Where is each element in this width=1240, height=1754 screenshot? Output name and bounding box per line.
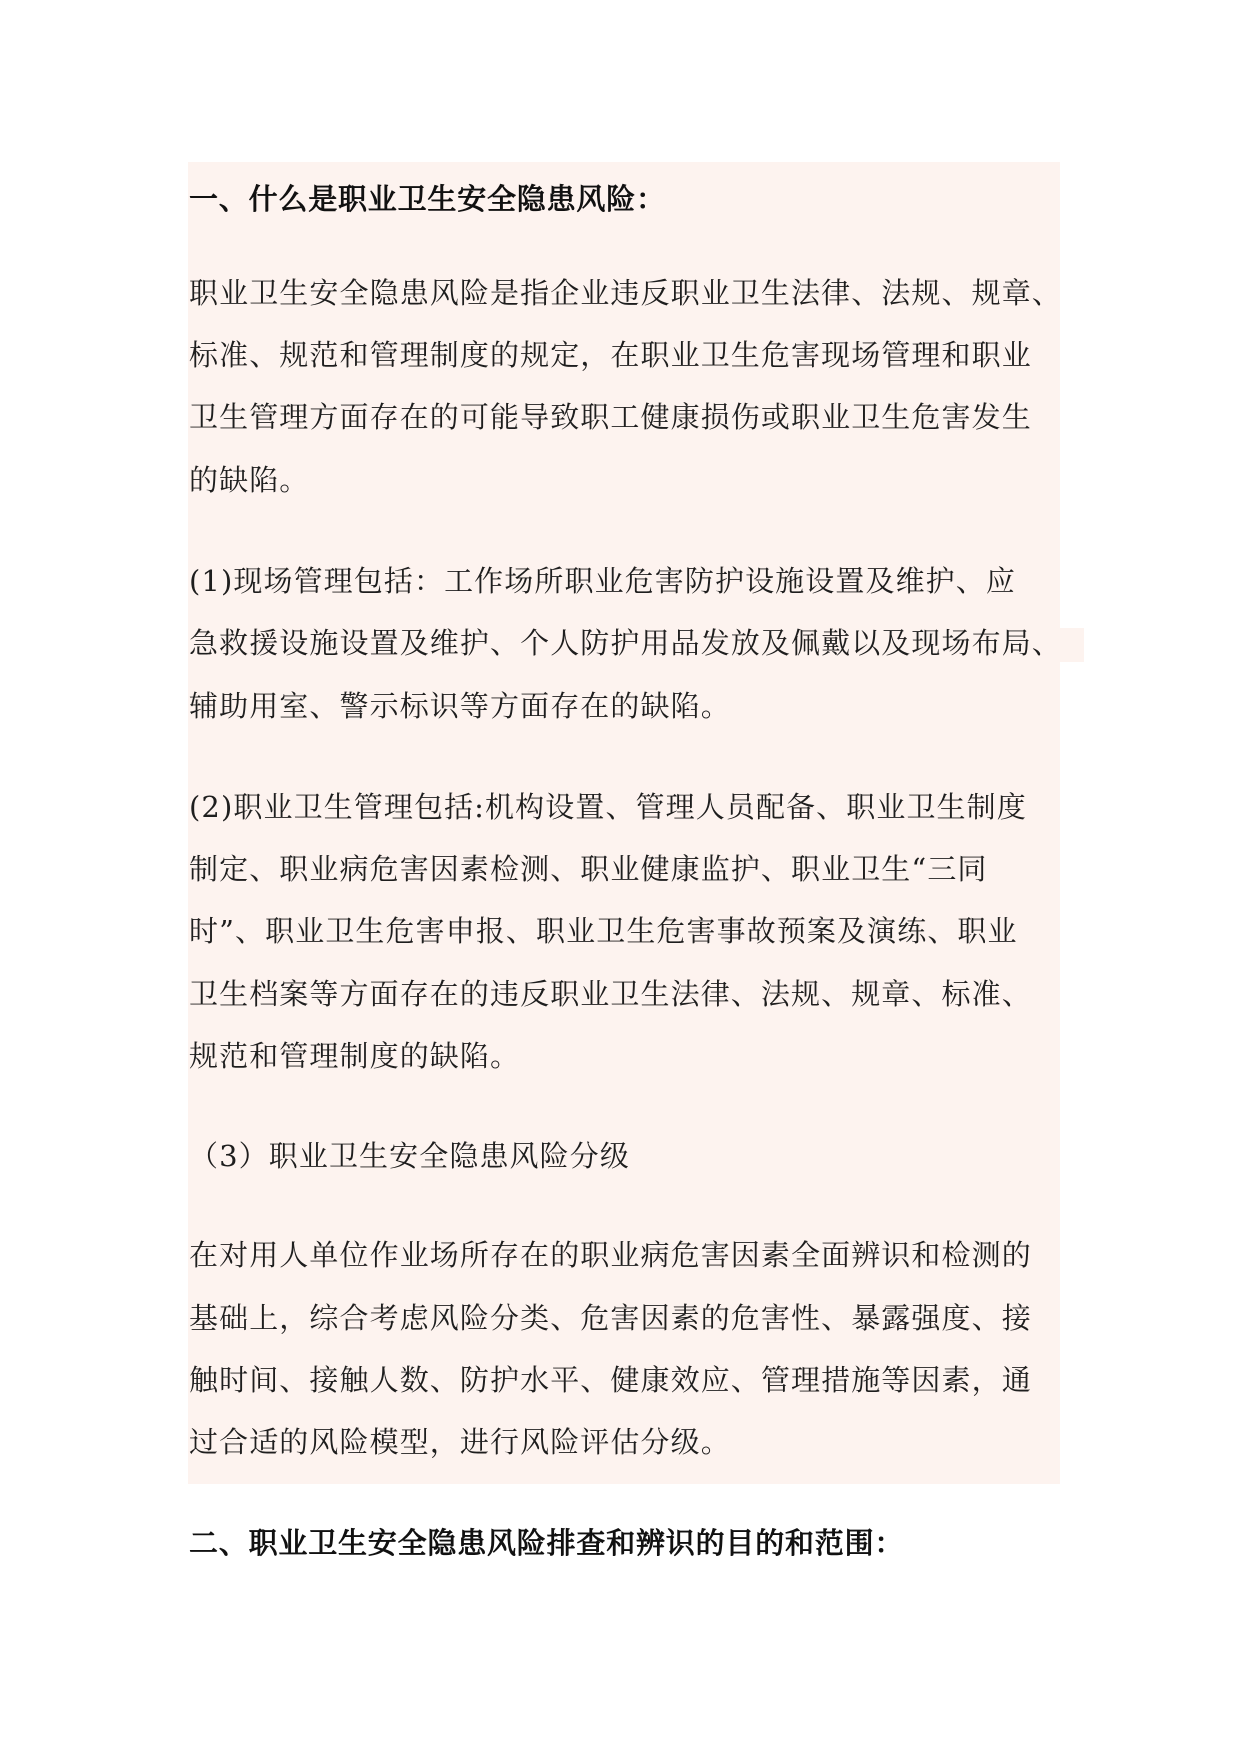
item-3-line: 在对用人单位作业场所存在的职业病危害因素全面辨识和检测的 (189, 1238, 1032, 1272)
definition-line: 职业卫生安全隐患风险是指企业违反职业卫生法律、法规、规章、 (189, 276, 1062, 310)
item-1-line: (1)现场管理包括：工作场所职业危害防护设施设置及维护、应 (189, 564, 1016, 598)
item-2-line: 规范和管理制度的缺陷。 (189, 1039, 521, 1073)
item-3-line: 基础上，综合考虑风险分类、危害因素的危害性、暴露强度、接 (189, 1301, 1032, 1335)
section-2-heading: 二、职业卫生安全隐患风险排查和辨识的目的和范围： (189, 1526, 905, 1560)
highlight-overflow-background (1060, 628, 1084, 662)
section-1-heading: 一、什么是职业卫生安全隐患风险： (189, 182, 666, 216)
item-2-line: 卫生档案等方面存在的违反职业卫生法律、法规、规章、标准、 (189, 977, 1032, 1011)
definition-line: 标准、规范和管理制度的规定，在职业卫生危害现场管理和职业 (189, 338, 1032, 372)
item-3-title: （3）职业卫生安全隐患风险分级 (189, 1139, 630, 1173)
item-3-line: 触时间、接触人数、防护水平、健康效应、管理措施等因素，通 (189, 1363, 1032, 1397)
item-3-line: 过合适的风险模型，进行风险评估分级。 (189, 1425, 731, 1459)
definition-line: 卫生管理方面存在的可能导致职工健康损伤或职业卫生危害发生 (189, 400, 1032, 434)
item-2-line: 制定、职业病危害因素检测、职业健康监护、职业卫生“三同 (189, 852, 988, 886)
item-2-line: 时”、职业卫生危害申报、职业卫生危害事故预案及演练、职业 (189, 914, 1018, 948)
item-1-line: 急救援设施设置及维护、个人防护用品发放及佩戴以及现场布局、 (189, 626, 1062, 660)
item-1-line: 辅助用室、警示标识等方面存在的缺陷。 (189, 689, 731, 723)
item-2-line: (2)职业卫生管理包括:机构设置、管理人员配备、职业卫生制度 (189, 790, 1027, 824)
definition-line: 的缺陷。 (189, 463, 310, 497)
